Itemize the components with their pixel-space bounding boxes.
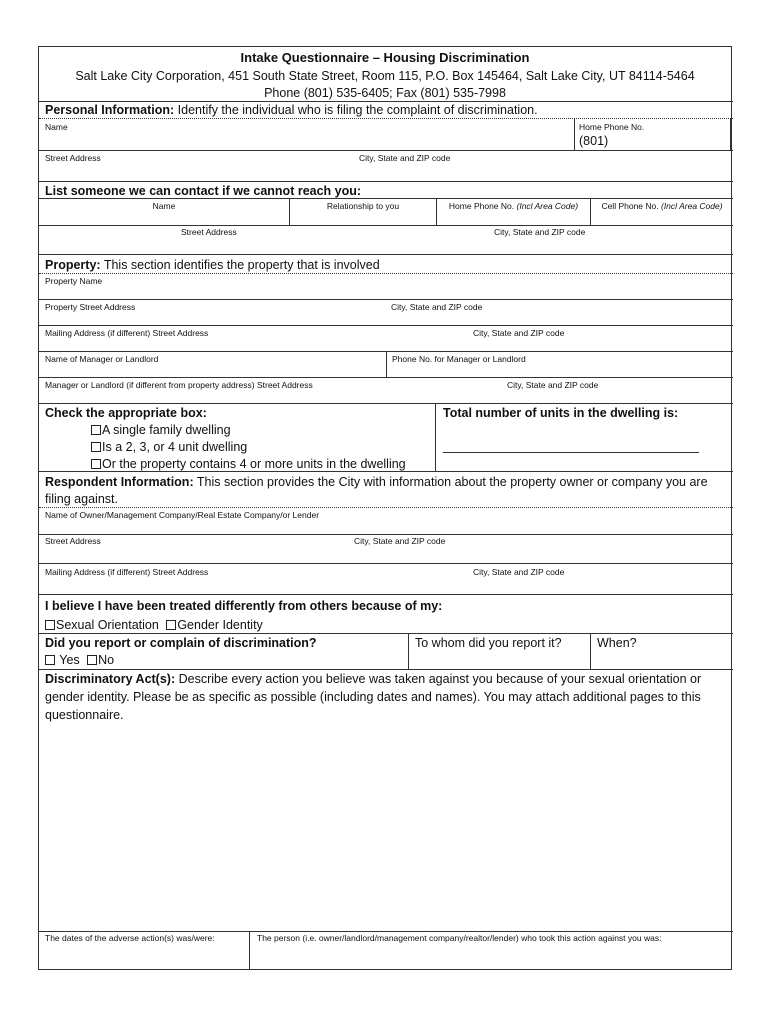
- sexual-orientation-label: Sexual Orientation: [56, 618, 159, 632]
- property-description: This section identifies the property that is involved: [100, 258, 380, 272]
- responsible-person-label: The person (i.e. owner/landlord/management company/realtor/lender) who took this action against you was:: [257, 933, 662, 943]
- gender-identity-label: Gender Identity: [177, 618, 263, 632]
- manager-name-label: Name of Manager or Landlord: [45, 354, 159, 364]
- contact-relationship-label: Relationship to you: [326, 201, 400, 211]
- acts-line3: questionnaire.: [45, 708, 124, 722]
- respondent-mailing-city-label: City, State and ZIP code: [473, 567, 565, 577]
- dwelling-option-large[interactable]: [91, 456, 406, 472]
- property-city-label: City, State and ZIP code: [391, 302, 483, 312]
- single-family-checkbox[interactable]: [91, 425, 101, 435]
- personal-info-description: Identify the individual who is filing the complaint of discrimination.: [174, 103, 538, 117]
- report-when-label: When?: [597, 636, 637, 650]
- property-street-label: Property Street Address: [45, 302, 136, 312]
- units-heading: Total number of units in the dwelling is:: [443, 406, 679, 420]
- report-yes[interactable]: [45, 653, 80, 667]
- basis-heading: I believe I have been treated differently from others because of my:: [45, 599, 443, 613]
- dwelling-option-single[interactable]: [91, 422, 231, 438]
- personal-info-heading: [45, 102, 538, 118]
- report-no[interactable]: [87, 653, 114, 667]
- acts-description-area[interactable]: [39, 725, 733, 931]
- acts-line1: Describe every action you believe was taken against you because of your sexual orientation or: [175, 672, 702, 686]
- office-address: Salt Lake City Corporation, 451 South State Street, Room 115, P.O. Box 145464, Salt Lake City, UT 84114-5464: [75, 69, 695, 83]
- contact-home-phone-hint: (Incl Area Code): [516, 201, 579, 211]
- acts-title: Discriminatory Act(s):: [45, 672, 176, 686]
- acts-heading: [45, 671, 701, 687]
- four-plus-unit-label: Or the property contains 4 or more units in the dwelling: [102, 457, 406, 471]
- report-no-label: No: [98, 653, 115, 667]
- acts-line2: gender identity. Please be as specific as possible (including dates and names). You may attach additional pages to this: [45, 690, 701, 704]
- basis-options: [45, 617, 263, 633]
- manager-phone-label: Phone No. for Manager or Landlord: [392, 354, 526, 364]
- contact-name-label: Name: [152, 201, 176, 211]
- property-name-label: Property Name: [45, 276, 103, 286]
- applicant-city-label: City, State and ZIP code: [359, 153, 451, 163]
- property-name-field[interactable]: [39, 274, 733, 299]
- contact-heading: List someone we can contact if we cannot reach you:: [45, 184, 362, 198]
- dwelling-option-multi[interactable]: [91, 439, 247, 455]
- contact-home-phone-label: [437, 201, 590, 211]
- four-plus-unit-checkbox[interactable]: [91, 459, 101, 469]
- basis-gender-identity[interactable]: [166, 618, 262, 632]
- applicant-name-field[interactable]: [39, 119, 574, 150]
- respondent-mailing-label: Mailing Address (if different) Street Address: [45, 567, 209, 577]
- respondent-city-label: City, State and ZIP code: [354, 536, 446, 546]
- report-yes-label: Yes: [59, 653, 80, 667]
- form-title: Intake Questionnaire – Housing Discrimination: [240, 50, 530, 65]
- contact-home-phone-text: Home Phone No.: [448, 201, 517, 211]
- respondent-street-label: Street Address: [45, 536, 101, 546]
- manager-address-label: Manager or Landlord (if different from property address) Street Address: [45, 380, 313, 390]
- applicant-name-label: Name: [45, 122, 68, 132]
- manager-city-label: City, State and ZIP code: [507, 380, 599, 390]
- report-yes-checkbox[interactable]: [45, 655, 55, 665]
- basis-sexual-orientation[interactable]: [45, 618, 159, 632]
- contact-address-field[interactable]: [39, 226, 733, 254]
- contact-city-label: City, State and ZIP code: [494, 227, 586, 237]
- property-title: Property:: [45, 258, 101, 272]
- respondent-description: This section provides the City with information about the property owner or company you are: [193, 475, 708, 489]
- respondent-title: Respondent Information:: [45, 475, 194, 489]
- intake-form: [38, 46, 732, 970]
- respondent-description-cont: filing against.: [45, 492, 118, 506]
- respondent-heading: [45, 474, 708, 490]
- contact-cell-phone-hint: (Incl Area Code): [660, 201, 723, 211]
- applicant-home-phone-label: Home Phone No.: [579, 122, 645, 132]
- applicant-street-label: Street Address: [45, 153, 101, 163]
- personal-info-title: Personal Information:: [45, 103, 175, 117]
- two-to-four-unit-checkbox[interactable]: [91, 442, 101, 452]
- property-address-field[interactable]: [39, 300, 733, 325]
- dwelling-heading: Check the appropriate box:: [45, 406, 207, 420]
- contact-street-label: Street Address: [181, 227, 237, 237]
- single-family-label: A single family dwelling: [102, 423, 231, 437]
- office-phone: Phone (801) 535-6405; Fax (801) 535-7998: [264, 86, 506, 100]
- report-heading: Did you report or complain of discrimination?: [45, 636, 317, 650]
- report-options: [45, 652, 114, 668]
- two-to-four-unit-label: Is a 2, 3, or 4 unit dwelling: [102, 440, 248, 454]
- contact-cell-phone-label: [591, 201, 733, 211]
- applicant-home-phone-value: (801): [579, 134, 609, 148]
- report-no-checkbox[interactable]: [87, 655, 97, 665]
- property-mailing-label: Mailing Address (if different) Street Address: [45, 328, 209, 338]
- property-mailing-city-label: City, State and ZIP code: [473, 328, 565, 338]
- contact-cell-phone-text: Cell Phone No.: [601, 201, 661, 211]
- property-heading: [45, 257, 380, 273]
- units-count-field[interactable]: [443, 427, 699, 453]
- gender-identity-checkbox[interactable]: [166, 620, 176, 630]
- report-whom-label: To whom did you report it?: [415, 636, 562, 650]
- adverse-action-dates-label: The dates of the adverse action(s) was/were:: [45, 933, 215, 943]
- sexual-orientation-checkbox[interactable]: [45, 620, 55, 630]
- respondent-name-label: Name of Owner/Management Company/Real Estate Company/or Lender: [45, 510, 320, 520]
